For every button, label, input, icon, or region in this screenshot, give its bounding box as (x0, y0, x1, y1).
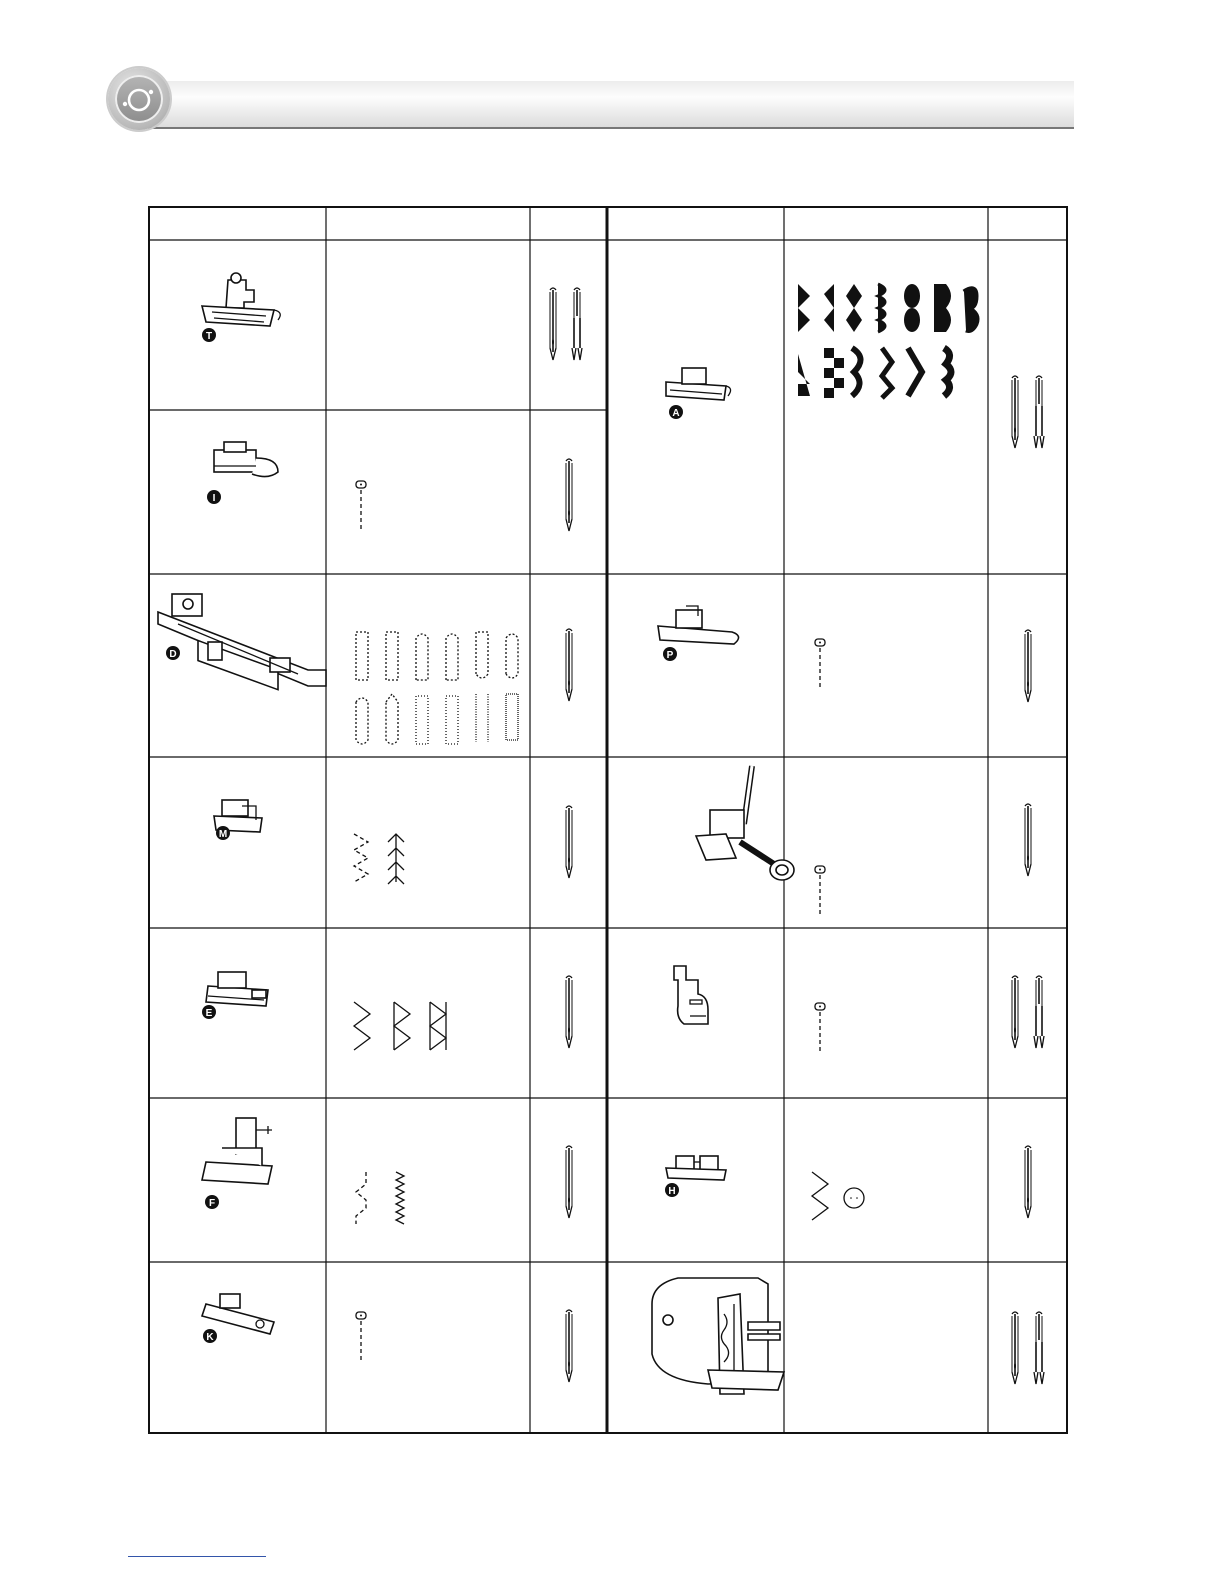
twin-needle-icon (1012, 376, 1044, 448)
foot-badge-m (216, 826, 230, 840)
straight-stitch-pattern (815, 866, 825, 916)
quilting-guide-foot (696, 766, 794, 880)
svg-text:T: T (205, 331, 213, 342)
svg-text:H: H (668, 1186, 676, 1197)
needle-icon (1025, 804, 1031, 876)
needle-icon (566, 806, 572, 878)
foot-badge-h (665, 1183, 679, 1197)
circle-dots-icon (115, 75, 163, 123)
svg-text:P: P (666, 650, 674, 661)
straight-stitch-pattern (356, 481, 366, 531)
needle-icon (566, 629, 572, 701)
foot-badge-k (203, 1329, 217, 1343)
straight-stitch-pattern (815, 639, 825, 689)
presser-foot-h (666, 1156, 726, 1180)
needle-icon (566, 1146, 572, 1218)
twin-needle-icon (1012, 976, 1044, 1048)
section-header (108, 68, 1074, 132)
svg-text:F: F (208, 1198, 216, 1209)
footer-link-line (128, 1556, 266, 1557)
table-grid (148, 206, 1068, 1434)
decorative-patterns (798, 284, 977, 398)
foot-badge-a (669, 405, 683, 419)
needle-icon (1025, 630, 1031, 702)
svg-text:I: I (212, 493, 216, 504)
header-badge (108, 68, 170, 130)
straight-stitch-pattern (815, 1003, 825, 1053)
overcast-patterns (354, 834, 404, 884)
presser-foot-f (202, 1118, 272, 1184)
presser-foot-t (202, 273, 280, 326)
walking-foot (652, 1278, 784, 1394)
needle-icon (1025, 1146, 1031, 1218)
needle-icon (566, 459, 572, 531)
needle-icon (566, 1310, 572, 1382)
presser-foot-k (202, 1294, 274, 1334)
satin-stitch-patterns (356, 1172, 404, 1224)
twin-needle-icon (1012, 1312, 1044, 1384)
presser-foot-d (158, 594, 326, 690)
svg-text:E: E (205, 1008, 213, 1019)
foot-badge-p (663, 647, 677, 661)
foot-badge-d (166, 646, 180, 660)
presser-foot-i (214, 442, 278, 477)
presser-foot-a (666, 368, 731, 400)
twin-needle-icon (550, 288, 582, 360)
zipper-foot (674, 966, 708, 1024)
presser-foot-table (148, 206, 1068, 1434)
zigzag-patterns (354, 1002, 446, 1050)
needle-icon (566, 976, 572, 1048)
foot-badge-f (205, 1195, 219, 1209)
header-bar (148, 81, 1074, 129)
svg-text:A: A (672, 408, 680, 419)
presser-foot-p (658, 606, 739, 644)
foot-badge-e (202, 1005, 216, 1019)
presser-foot-e (206, 972, 268, 1006)
straight-stitch-pattern (356, 1312, 366, 1362)
svg-text:M: M (218, 829, 228, 840)
svg-text:D: D (169, 649, 177, 660)
button-sewing-pattern (812, 1172, 864, 1220)
svg-text:K: K (206, 1332, 214, 1343)
buttonhole-patterns (356, 632, 518, 744)
foot-badge-i (207, 490, 221, 504)
foot-badge-t (202, 328, 216, 342)
